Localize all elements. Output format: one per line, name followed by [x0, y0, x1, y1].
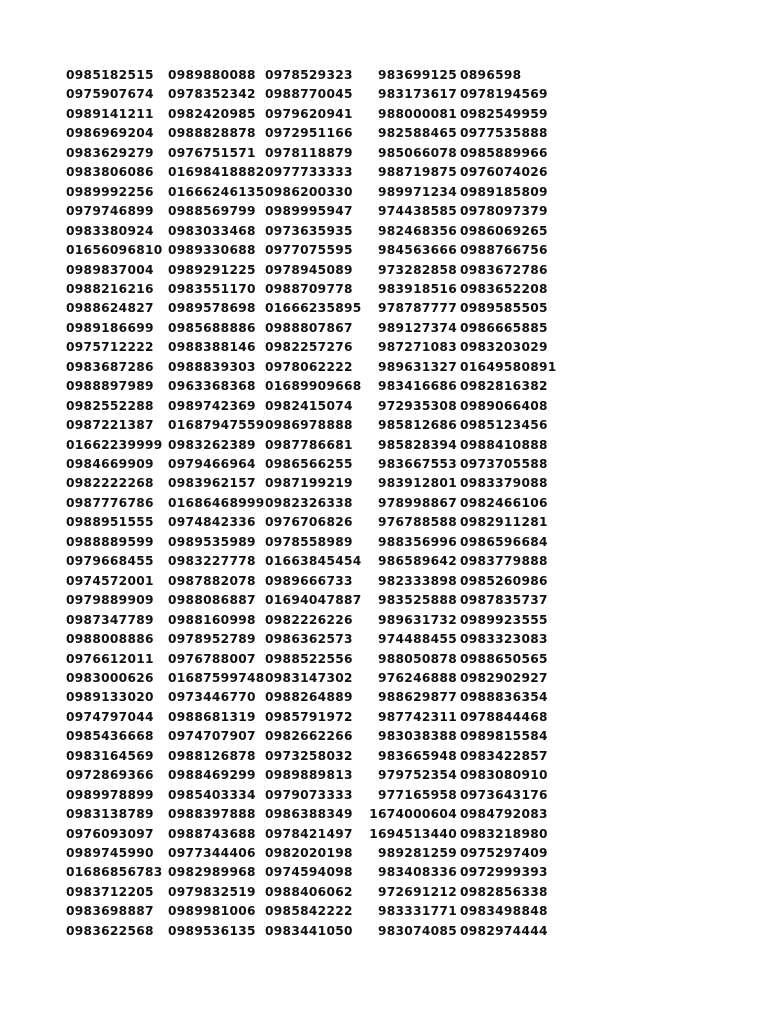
phone-number-cell: 0983000626 [66, 670, 154, 685]
phone-number-cell: 0988410888 [460, 437, 548, 452]
table-row [0, 863, 768, 882]
phone-number-cell: 983074085 [377, 923, 457, 938]
phone-number-cell: 0988839303 [168, 359, 256, 374]
phone-number-cell: 0978844468 [460, 709, 548, 724]
phone-number-cell: 0987347789 [66, 612, 154, 627]
phone-number-cell: 0983218980 [460, 826, 548, 841]
phone-number-cell: 0988126878 [168, 748, 256, 763]
phone-number-cell: 0989978899 [66, 787, 154, 802]
phone-number-cell: 0989745990 [66, 846, 154, 860]
table-row [0, 902, 768, 921]
phone-number-cell: 0989185809 [460, 184, 548, 199]
phone-number-cell: 0982552288 [66, 398, 154, 413]
phone-number-cell: 0982020198 [265, 846, 353, 860]
phone-number-cell: 0988624827 [66, 301, 154, 316]
phone-number-cell: 976246888 [377, 670, 457, 685]
phone-number-cell: 0979466964 [168, 457, 256, 471]
phone-number-cell: 0982415074 [265, 398, 353, 413]
phone-number-cell: 0988951555 [66, 515, 154, 530]
table-row [0, 572, 768, 591]
phone-number-cell: 0985182515 [66, 68, 154, 82]
phone-number-cell: 0983080910 [460, 768, 548, 783]
phone-number-cell: 989127374 [377, 320, 457, 335]
phone-number-cell: 0983712205 [66, 884, 154, 899]
phone-number-cell: 0973705588 [460, 457, 548, 471]
table-row [0, 883, 768, 902]
phone-number-cell: 0982222268 [66, 476, 154, 491]
phone-number-cell: 0978945089 [265, 262, 353, 277]
table-row [0, 299, 768, 318]
phone-number-cell: 0979889909 [66, 593, 154, 608]
phone-number-cell: 0988522556 [265, 651, 353, 666]
phone-number-cell: 983331771 [377, 904, 457, 919]
phone-number-cell: 0982257276 [265, 340, 353, 355]
table-row [0, 124, 768, 143]
phone-number-cell: 01687599748 [168, 670, 265, 685]
phone-number-cell: 01649580891 [460, 359, 557, 374]
phone-number-cell: 0987776786 [66, 495, 154, 510]
phone-number-cell: 0989133020 [66, 690, 154, 705]
phone-number-cell: 979752354 [377, 768, 457, 783]
table-row [0, 338, 768, 357]
phone-number-cell: 0978118879 [265, 145, 353, 160]
phone-number-cell: 983667553 [377, 457, 457, 471]
phone-number-cell: 0982902927 [460, 670, 548, 685]
phone-number-cell: 0983227778 [168, 554, 256, 569]
phone-number-cell: 0973643176 [460, 787, 548, 802]
phone-number-cell: 0972951166 [265, 126, 353, 141]
table-row [0, 358, 768, 377]
phone-number-cell: 0983806086 [66, 165, 154, 180]
table-row [0, 650, 768, 669]
phone-number-cell: 0976093097 [66, 826, 154, 841]
phone-number-cell: 0983698887 [66, 904, 154, 919]
phone-number-cell: 982333898 [377, 573, 457, 588]
phone-number-cell: 0977075595 [265, 243, 353, 258]
table-row [0, 66, 768, 85]
phone-number-cell: 0988828878 [168, 126, 256, 141]
table-row [0, 922, 768, 941]
phone-number-cell: 0988743688 [168, 826, 256, 841]
table-row [0, 611, 768, 630]
phone-number-cell: 0989981006 [168, 904, 256, 919]
phone-number-cell: 0988766756 [460, 243, 548, 258]
table-row [0, 825, 768, 844]
phone-number-cell: 0985260986 [460, 573, 548, 588]
phone-number-cell: 0989585505 [460, 301, 548, 316]
phone-number-cell: 983173617 [377, 87, 457, 102]
phone-number-cell: 0982989968 [168, 865, 256, 880]
phone-number-cell: 0988216216 [66, 281, 154, 296]
table-row [0, 805, 768, 824]
phone-number-cell: 01666235895 [265, 301, 362, 316]
phone-number-cell: 0986388349 [265, 807, 353, 822]
phone-number-cell: 0983962157 [168, 476, 256, 491]
phone-number-cell: 0985123456 [460, 418, 548, 433]
phone-number-cell: 985066078 [377, 145, 457, 160]
phone-number-cell: 0988836354 [460, 690, 548, 705]
phone-number-cell: 0983629279 [66, 145, 154, 160]
phone-number-cell: 987742311 [377, 709, 457, 724]
phone-number-cell: 0979620941 [265, 106, 353, 121]
phone-number-cell: 0983380924 [66, 223, 154, 238]
table-row [0, 474, 768, 493]
phone-number-cell: 978787777 [377, 301, 457, 316]
phone-number-cell: 0983652208 [460, 281, 548, 296]
table-row [0, 222, 768, 241]
phone-number-cell: 0985889966 [460, 145, 548, 160]
phone-number-cell: 0975907674 [66, 87, 154, 102]
phone-number-cell: 0988889599 [66, 534, 154, 549]
phone-number-cell: 983912801 [377, 476, 457, 491]
phone-number-cell: 0985436668 [66, 729, 154, 744]
phone-number-cell: 983699125 [377, 68, 457, 82]
phone-number-cell: 0988469299 [168, 768, 256, 783]
phone-number-cell: 983038388 [377, 729, 457, 744]
phone-number-cell: 974438585 [377, 204, 457, 219]
phone-number-cell: 988719875 [377, 165, 457, 180]
phone-number-cell: 988356996 [377, 534, 457, 549]
phone-number-cell: 0989186699 [66, 320, 154, 335]
phone-number-cell: 982588465 [377, 126, 457, 141]
table-row [0, 494, 768, 513]
phone-number-cell: 1694513440 [369, 826, 457, 841]
phone-number-cell: 0983262389 [168, 437, 256, 452]
phone-number-cell: 0989066408 [460, 398, 548, 413]
table-row [0, 766, 768, 785]
phone-number-cell: 0972999393 [460, 865, 548, 880]
phone-number-cell: 01687947559 [168, 418, 265, 433]
phone-number-cell: 972691212 [377, 884, 457, 899]
phone-number-cell: 0983687286 [66, 359, 154, 374]
phone-number-cell: 0988406062 [265, 884, 353, 899]
phone-number-cell: 0974572001 [66, 573, 154, 588]
phone-number-cell: 0988897989 [66, 379, 154, 394]
phone-number-cell: 0983779888 [460, 554, 548, 569]
phone-number-cell: 0976612011 [66, 651, 154, 666]
phone-number-cell: 0988807867 [265, 320, 353, 335]
phone-number-cell: 0976706826 [265, 515, 353, 530]
phone-number-cell: 0988770045 [265, 87, 353, 102]
phone-number-cell: 972935308 [377, 398, 457, 413]
phone-number-cell: 0988086887 [168, 593, 256, 608]
phone-number-cell: 0983498848 [460, 904, 548, 919]
phone-number-cell: 0982911281 [460, 515, 548, 530]
phone-number-cell: 0976074026 [460, 165, 548, 180]
phone-number-cell: 983525888 [377, 593, 457, 608]
phone-number-cell: 0988569799 [168, 204, 256, 219]
phone-number-cell: 0989992256 [66, 184, 154, 199]
phone-number-cell: 974488455 [377, 632, 457, 647]
phone-number-cell: 0982856338 [460, 884, 548, 899]
phone-number-cell: 973282858 [377, 262, 457, 277]
table-row [0, 144, 768, 163]
phone-number-cell: 988050878 [377, 651, 457, 666]
table-row [0, 319, 768, 338]
table-row [0, 85, 768, 104]
table-row [0, 241, 768, 260]
table-row [0, 436, 768, 455]
phone-number-cell: 0987882078 [168, 573, 256, 588]
phone-number-cell: 0983379088 [460, 476, 548, 491]
table-row [0, 183, 768, 202]
phone-number-cell: 01686468999 [168, 495, 265, 510]
phone-number-cell: 0986566255 [265, 457, 353, 471]
phone-number-cell: 0986200330 [265, 184, 353, 199]
phone-number-cell: 0978529323 [265, 68, 353, 82]
phone-number-cell: 0978421497 [265, 826, 353, 841]
phone-number-cell: 0988681319 [168, 709, 256, 724]
phone-number-cell: 0983422857 [460, 748, 548, 763]
table-row [0, 552, 768, 571]
phone-number-cell: 0989330688 [168, 243, 256, 258]
phone-number-cell: 0989815584 [460, 729, 548, 744]
phone-number-cell: 1674000604 [369, 807, 457, 822]
phone-number-cell: 0978097379 [460, 204, 548, 219]
phone-number-cell: 0982420985 [168, 106, 256, 121]
phone-number-cell: 0976751571 [168, 145, 256, 160]
phone-number-cell: 01698418882 [168, 165, 265, 180]
phone-number-cell: 0986978888 [265, 418, 353, 433]
phone-number-cell: 0978062222 [265, 359, 353, 374]
phone-number-cell: 0988008886 [66, 632, 154, 647]
phone-number-cell: 0982549959 [460, 106, 548, 121]
phone-number-cell: 0982816382 [460, 379, 548, 394]
phone-number-cell: 01694047887 [265, 593, 362, 608]
phone-number-cell: 0976788007 [168, 651, 256, 666]
phone-number-cell: 0974594098 [265, 865, 353, 880]
phone-number-cell: 0978558989 [265, 534, 353, 549]
table-row [0, 163, 768, 182]
phone-number-cell: 977165958 [377, 787, 457, 802]
phone-number-cell: 976788588 [377, 515, 457, 530]
phone-number-cell: 0989666733 [265, 573, 353, 588]
phone-number-cell: 0979668455 [66, 554, 154, 569]
table-row [0, 202, 768, 221]
phone-number-cell: 0963368368 [168, 379, 256, 394]
phone-number-cell: 0973446770 [168, 690, 256, 705]
phone-number-cell: 0973635935 [265, 223, 353, 238]
phone-number-cell: 0986596684 [460, 534, 548, 549]
phone-number-cell: 0982974444 [460, 923, 548, 938]
phone-number-cell: 0983147302 [265, 670, 353, 685]
phone-number-cell: 984563666 [377, 243, 457, 258]
table-row [0, 708, 768, 727]
phone-number-cell: 0979073333 [265, 787, 353, 802]
phone-number-cell: 0983203029 [460, 340, 548, 355]
table-row [0, 591, 768, 610]
phone-number-cell: 978998867 [377, 495, 457, 510]
phone-number-cell: 0989536135 [168, 923, 256, 938]
table-row [0, 844, 768, 863]
table-row [0, 280, 768, 299]
phone-number-cell: 0979746899 [66, 204, 154, 219]
phone-number-cell: 0987786681 [265, 437, 353, 452]
phone-number-cell: 0982326338 [265, 495, 353, 510]
phone-number-cell: 0972869366 [66, 768, 154, 783]
phone-number-cell: 0983138789 [66, 807, 154, 822]
phone-number-cell: 0987199219 [265, 476, 353, 491]
table-row [0, 513, 768, 532]
phone-number-cell: 0896598 [460, 68, 522, 82]
phone-number-cell: 01663845454 [265, 554, 362, 569]
phone-number-cell: 0988264889 [265, 690, 353, 705]
phone-number-cell: 0975297409 [460, 846, 548, 860]
table-row [0, 688, 768, 707]
phone-number-cell: 0989889813 [265, 768, 353, 783]
phone-number-cell: 985812686 [377, 418, 457, 433]
phone-number-cell: 0989837004 [66, 262, 154, 277]
table-row [0, 397, 768, 416]
phone-number-cell: 0983551170 [168, 281, 256, 296]
table-row [0, 416, 768, 435]
phone-number-cell: 0988650565 [460, 651, 548, 666]
phone-number-cell: 989281259 [377, 846, 457, 860]
table-row [0, 786, 768, 805]
phone-number-cell: 0978952789 [168, 632, 256, 647]
phone-number-cell: 987271083 [377, 340, 457, 355]
phone-number-cell: 0988388146 [168, 340, 256, 355]
phone-number-cell: 983416686 [377, 379, 457, 394]
phone-number-cell: 0978352342 [168, 87, 256, 102]
table-row [0, 105, 768, 124]
table-row [0, 669, 768, 688]
phone-number-cell: 0983622568 [66, 923, 154, 938]
phone-number-cell: 0989880088 [168, 68, 256, 82]
phone-number-cell: 0983164569 [66, 748, 154, 763]
phone-number-cell: 0983672786 [460, 262, 548, 277]
table-row [0, 533, 768, 552]
phone-number-cell: 989631327 [377, 359, 457, 374]
phone-number-cell: 0985791972 [265, 709, 353, 724]
phone-number-cell: 0977535888 [460, 126, 548, 141]
phone-number-cell: 01689909668 [265, 379, 362, 394]
phone-number-cell: 0982226226 [265, 612, 353, 627]
phone-number-cell: 0989141211 [66, 106, 154, 121]
phone-number-cell: 0986069265 [460, 223, 548, 238]
phone-number-cell: 01686856783 [66, 865, 163, 880]
table-row [0, 261, 768, 280]
phone-number-cell: 0989291225 [168, 262, 256, 277]
phone-number-cell: 983918516 [377, 281, 457, 296]
phone-number-cell: 0974707907 [168, 729, 256, 744]
table-row [0, 630, 768, 649]
phone-number-cell: 0974842336 [168, 515, 256, 530]
phone-number-cell: 983408336 [377, 865, 457, 880]
table-row [0, 727, 768, 746]
phone-number-cell: 0974797044 [66, 709, 154, 724]
phone-number-cell: 01666246135 [168, 184, 265, 199]
table-row [0, 747, 768, 766]
phone-number-cell: 982468356 [377, 223, 457, 238]
phone-number-cell: 0989535989 [168, 534, 256, 549]
phone-number-cell: 0986969204 [66, 126, 154, 141]
phone-number-cell: 0985842222 [265, 904, 353, 919]
phone-number-cell: 0977344406 [168, 846, 256, 860]
phone-number-cell: 0989923555 [460, 612, 548, 627]
phone-number-cell: 989631732 [377, 612, 457, 627]
phone-number-cell: 986589642 [377, 554, 457, 569]
phone-number-cell: 0984669909 [66, 457, 154, 471]
phone-number-cell: 988000081 [377, 106, 457, 121]
table-row [0, 455, 768, 474]
phone-number-cell: 0973258032 [265, 748, 353, 763]
phone-number-cell: 985828394 [377, 437, 457, 452]
phone-number-cell: 0977733333 [265, 165, 353, 180]
phone-number-cell: 0982466106 [460, 495, 548, 510]
phone-number-cell: 0987835737 [460, 593, 548, 608]
phone-number-cell: 0982662266 [265, 729, 353, 744]
phone-number-cell: 0988160998 [168, 612, 256, 627]
phone-number-cell: 0984792083 [460, 807, 548, 822]
phone-number-cell: 0975712222 [66, 340, 154, 355]
table-row [0, 377, 768, 396]
phone-number-cell: 0985688886 [168, 320, 256, 335]
phone-number-cell: 0978194569 [460, 87, 548, 102]
phone-number-cell: 0986362573 [265, 632, 353, 647]
phone-number-cell: 0988397888 [168, 807, 256, 822]
phone-number-cell: 01656096810 [66, 243, 163, 258]
phone-number-cell: 0987221387 [66, 418, 154, 433]
phone-number-cell: 0986665885 [460, 320, 548, 335]
phone-number-cell: 983665948 [377, 748, 457, 763]
phone-number-cell: 0985403334 [168, 787, 256, 802]
phone-number-cell: 0989742369 [168, 398, 256, 413]
phone-number-cell: 0988709778 [265, 281, 353, 296]
phone-number-cell: 988629877 [377, 690, 457, 705]
phone-number-cell: 0983033468 [168, 223, 256, 238]
phone-number-cell: 989971234 [377, 184, 457, 199]
phone-number-cell: 0989578698 [168, 301, 256, 316]
phone-number-cell: 0989995947 [265, 204, 353, 219]
phone-number-cell: 0983323083 [460, 632, 548, 647]
phone-number-cell: 0983441050 [265, 923, 353, 938]
phone-number-cell: 0979832519 [168, 884, 256, 899]
phone-number-cell: 01662239999 [66, 437, 163, 452]
